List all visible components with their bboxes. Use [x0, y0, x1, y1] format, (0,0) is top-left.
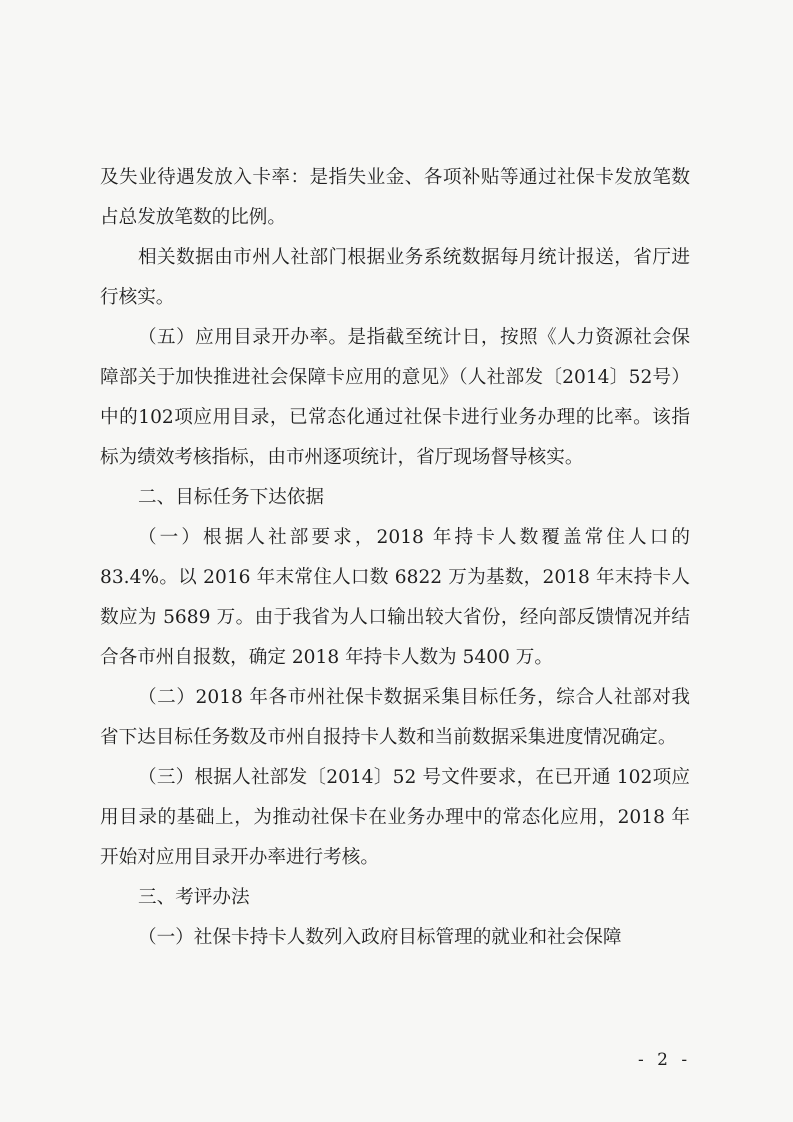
page-number: - 2 -: [638, 1050, 692, 1070]
section-heading-target-basis: 二、目标任务下达依据: [138, 487, 324, 508]
paragraph-cardholder-target: （一）根据人社部要求，2018 年持卡人数覆盖常住人口的83.4%。以 2016 年末常住人口数 6822 万为基数，2018 年末持卡人数应为 5689 万。由于我省为人口输出较大省份，经向部反馈情况并结合各市州自报数，确定 2018 年持卡人数为 5400 万。: [100, 527, 690, 668]
paragraph-data-collection-target: （二）2018 年各市州社保卡数据采集目标任务，综合人社部对我省下达目标任务数及市州自报持卡人数和当前数据采集进度情况确定。: [100, 687, 690, 748]
paragraph-unemployment-rate: 及失业待遇发放入卡率：是指失业金、各项补贴等通过社保卡发放笔数占总发放笔数的比例。: [100, 167, 690, 228]
paragraph-application-catalog-rate: （五）应用目录开办率。是指截至统计日，按照《人力资源社会保障部关于加快推进社会保障卡应用的意见》（人社部发〔2014〕52号）中的102项应用目录，已常态化通过社保卡进行业务办理的比率。该指标为绩效考核指标，由市州逐项统计，省厅现场督导核实。: [100, 327, 690, 468]
paragraph-catalog-assessment: （三）根据人社部发〔2014〕52 号文件要求，在已开通 102项应用目录的基础上，为推动社保卡在业务办理中的常态化应用，2018 年开始对应用目录开办率进行考核。: [100, 767, 690, 868]
document-body: [100, 158, 690, 958]
section-heading-evaluation-method: 三、考评办法: [138, 887, 250, 908]
paragraph-data-source: 相关数据由市州人社部门根据业务系统数据每月统计报送，省厅进行核实。: [100, 247, 690, 308]
paragraph-evaluation-item-1: （一）社保卡持卡人数列入政府目标管理的就业和社会保障: [138, 927, 622, 948]
